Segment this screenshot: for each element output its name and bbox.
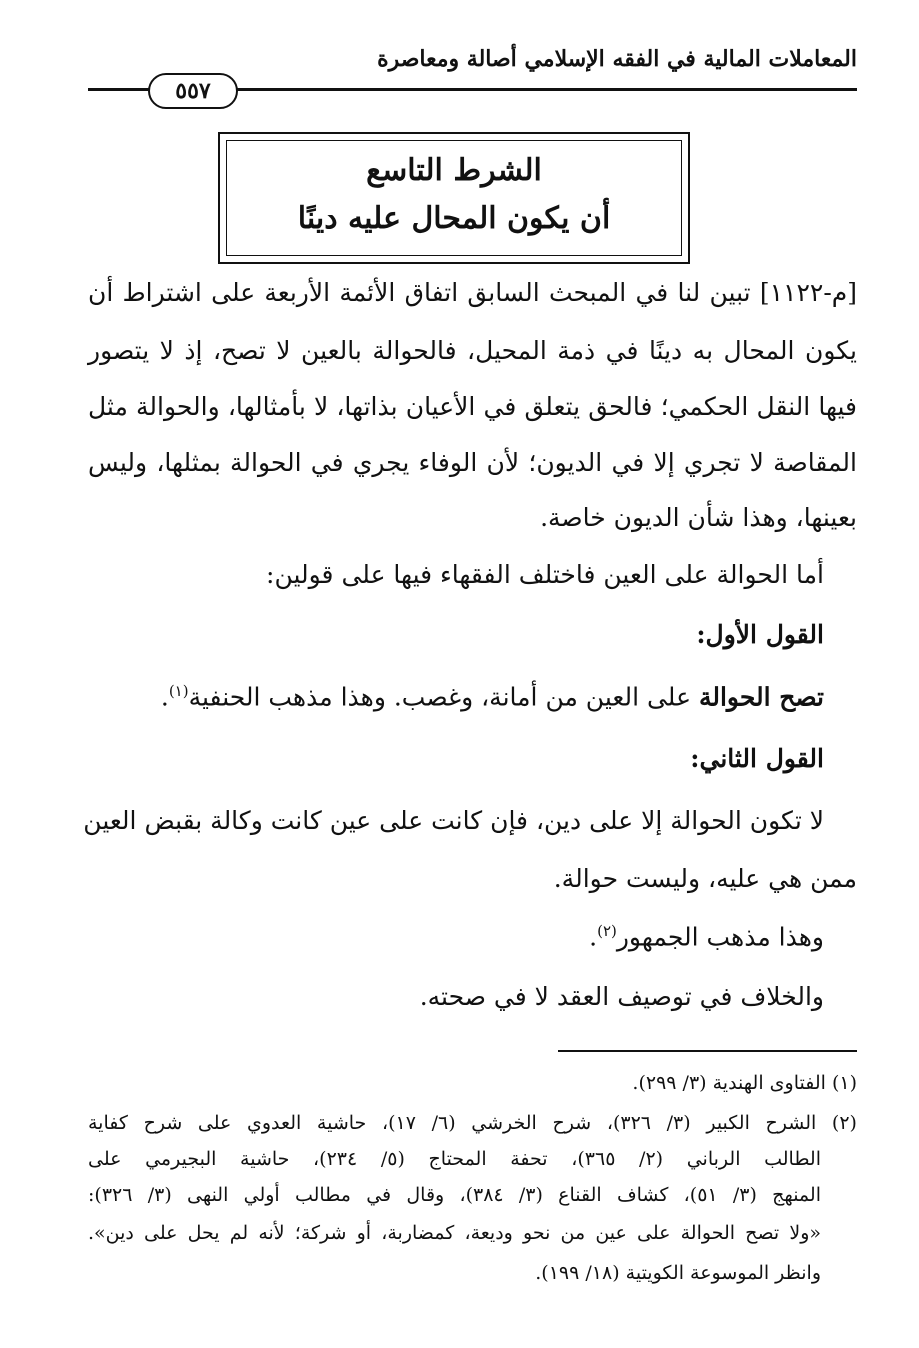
paragraph-3: [88, 682, 824, 711]
paragraph-4-line-1: لا تكون الحوالة إلا على دين، فإن كانت على عين كانت وكالة بقبض العين: [83, 806, 824, 835]
section-title-line-2: أن يكون المحال عليه دينًا: [297, 201, 611, 236]
paragraph-3-text: على العين من أمانة، وغصب. وهذا مذهب الحنفية: [188, 682, 699, 712]
section-title-line-1: الشرط التاسع: [366, 153, 542, 188]
paragraph-1-line-2: يكون المحال به دينًا في ذمة المحيل، فالحوالة بالعين لا تصح، إذ لا يتصور: [88, 336, 857, 365]
page-number: ٥٥٧: [148, 73, 238, 109]
paragraph-3-bold: تصح الحوالة: [698, 682, 824, 712]
footnote-separator: [558, 1050, 857, 1052]
paragraph-2: أما الحوالة على العين فاختلف الفقهاء فيها على قولين:: [266, 560, 824, 589]
footnote-2-line-3: المنهج (٣/ ٥١)، كشاف القناع (٣/ ٣٨٤)، وقال في مطالب أولي النهى (٣/ ٣٢٦):: [88, 1184, 821, 1206]
paragraph-6: والخلاف في توصيف العقد لا في صحته.: [419, 982, 824, 1011]
paragraph-1-line-4: المقاصة لا تجري إلا في الديون؛ لأن الوفاء يجري في الحوالة بمثلها، وليس: [88, 448, 857, 477]
footnote-2-line-1: (٢) الشرح الكبير (٣/ ٣٢٦)، شرح الخرشي (٦/ ١٧)، حاشية العدوي على شرح كفاية: [88, 1112, 857, 1134]
paragraph-1-line-3: فيها النقل الحكمي؛ فالحق يتعلق في الأعيان بذاتها، لا بأمثالها، والحوالة مثل: [88, 392, 857, 421]
paragraph-5-text: وهذا مذهب الجمهور: [616, 922, 824, 952]
footnote-ref-2: (٢): [597, 922, 617, 940]
footnote-2-line-5: وانظر الموسوعة الكويتية (١٨/ ١٩٩).: [535, 1262, 821, 1284]
paragraph-4-line-2: ممن هي عليه، وليست حوالة.: [553, 864, 857, 893]
paragraph-1-line-5: بعينها، وهذا شأن الديون خاصة.: [540, 503, 857, 532]
paragraph-3-end: .: [160, 682, 169, 712]
footnote-2-line-4: «ولا تصح الحوالة على عين من نحو وديعة، كمضاربة، أو شركة؛ لأنه لم يحل على دين».: [88, 1222, 821, 1244]
footnote-ref-1: (١): [168, 682, 189, 700]
footnote-2-line-2: الطالب الرباني (٢/ ٣٦٥)، تحفة المحتاج (٥/ ٢٣٤)، حاشية البجيرمي على: [88, 1148, 821, 1170]
title-box-inner-frame: [226, 140, 682, 256]
first-opinion-heading: القول الأول:: [696, 620, 824, 649]
footnote-1: (١) الفتاوى الهندية (٣/ ٢٩٩).: [632, 1072, 857, 1094]
paragraph-1-line-1: [م-١١٢٢] تبين لنا في المبحث السابق اتفاق الأئمة الأربعة على اشتراط أن: [88, 278, 857, 307]
second-opinion-heading: القول الثاني:: [690, 744, 824, 773]
paragraph-5-end: .: [589, 922, 598, 952]
running-title: المعاملات المالية في الفقه الإسلامي أصالة ومعاصرة: [377, 46, 857, 72]
paragraph-5: [88, 922, 824, 951]
section-title-box: [218, 132, 690, 264]
